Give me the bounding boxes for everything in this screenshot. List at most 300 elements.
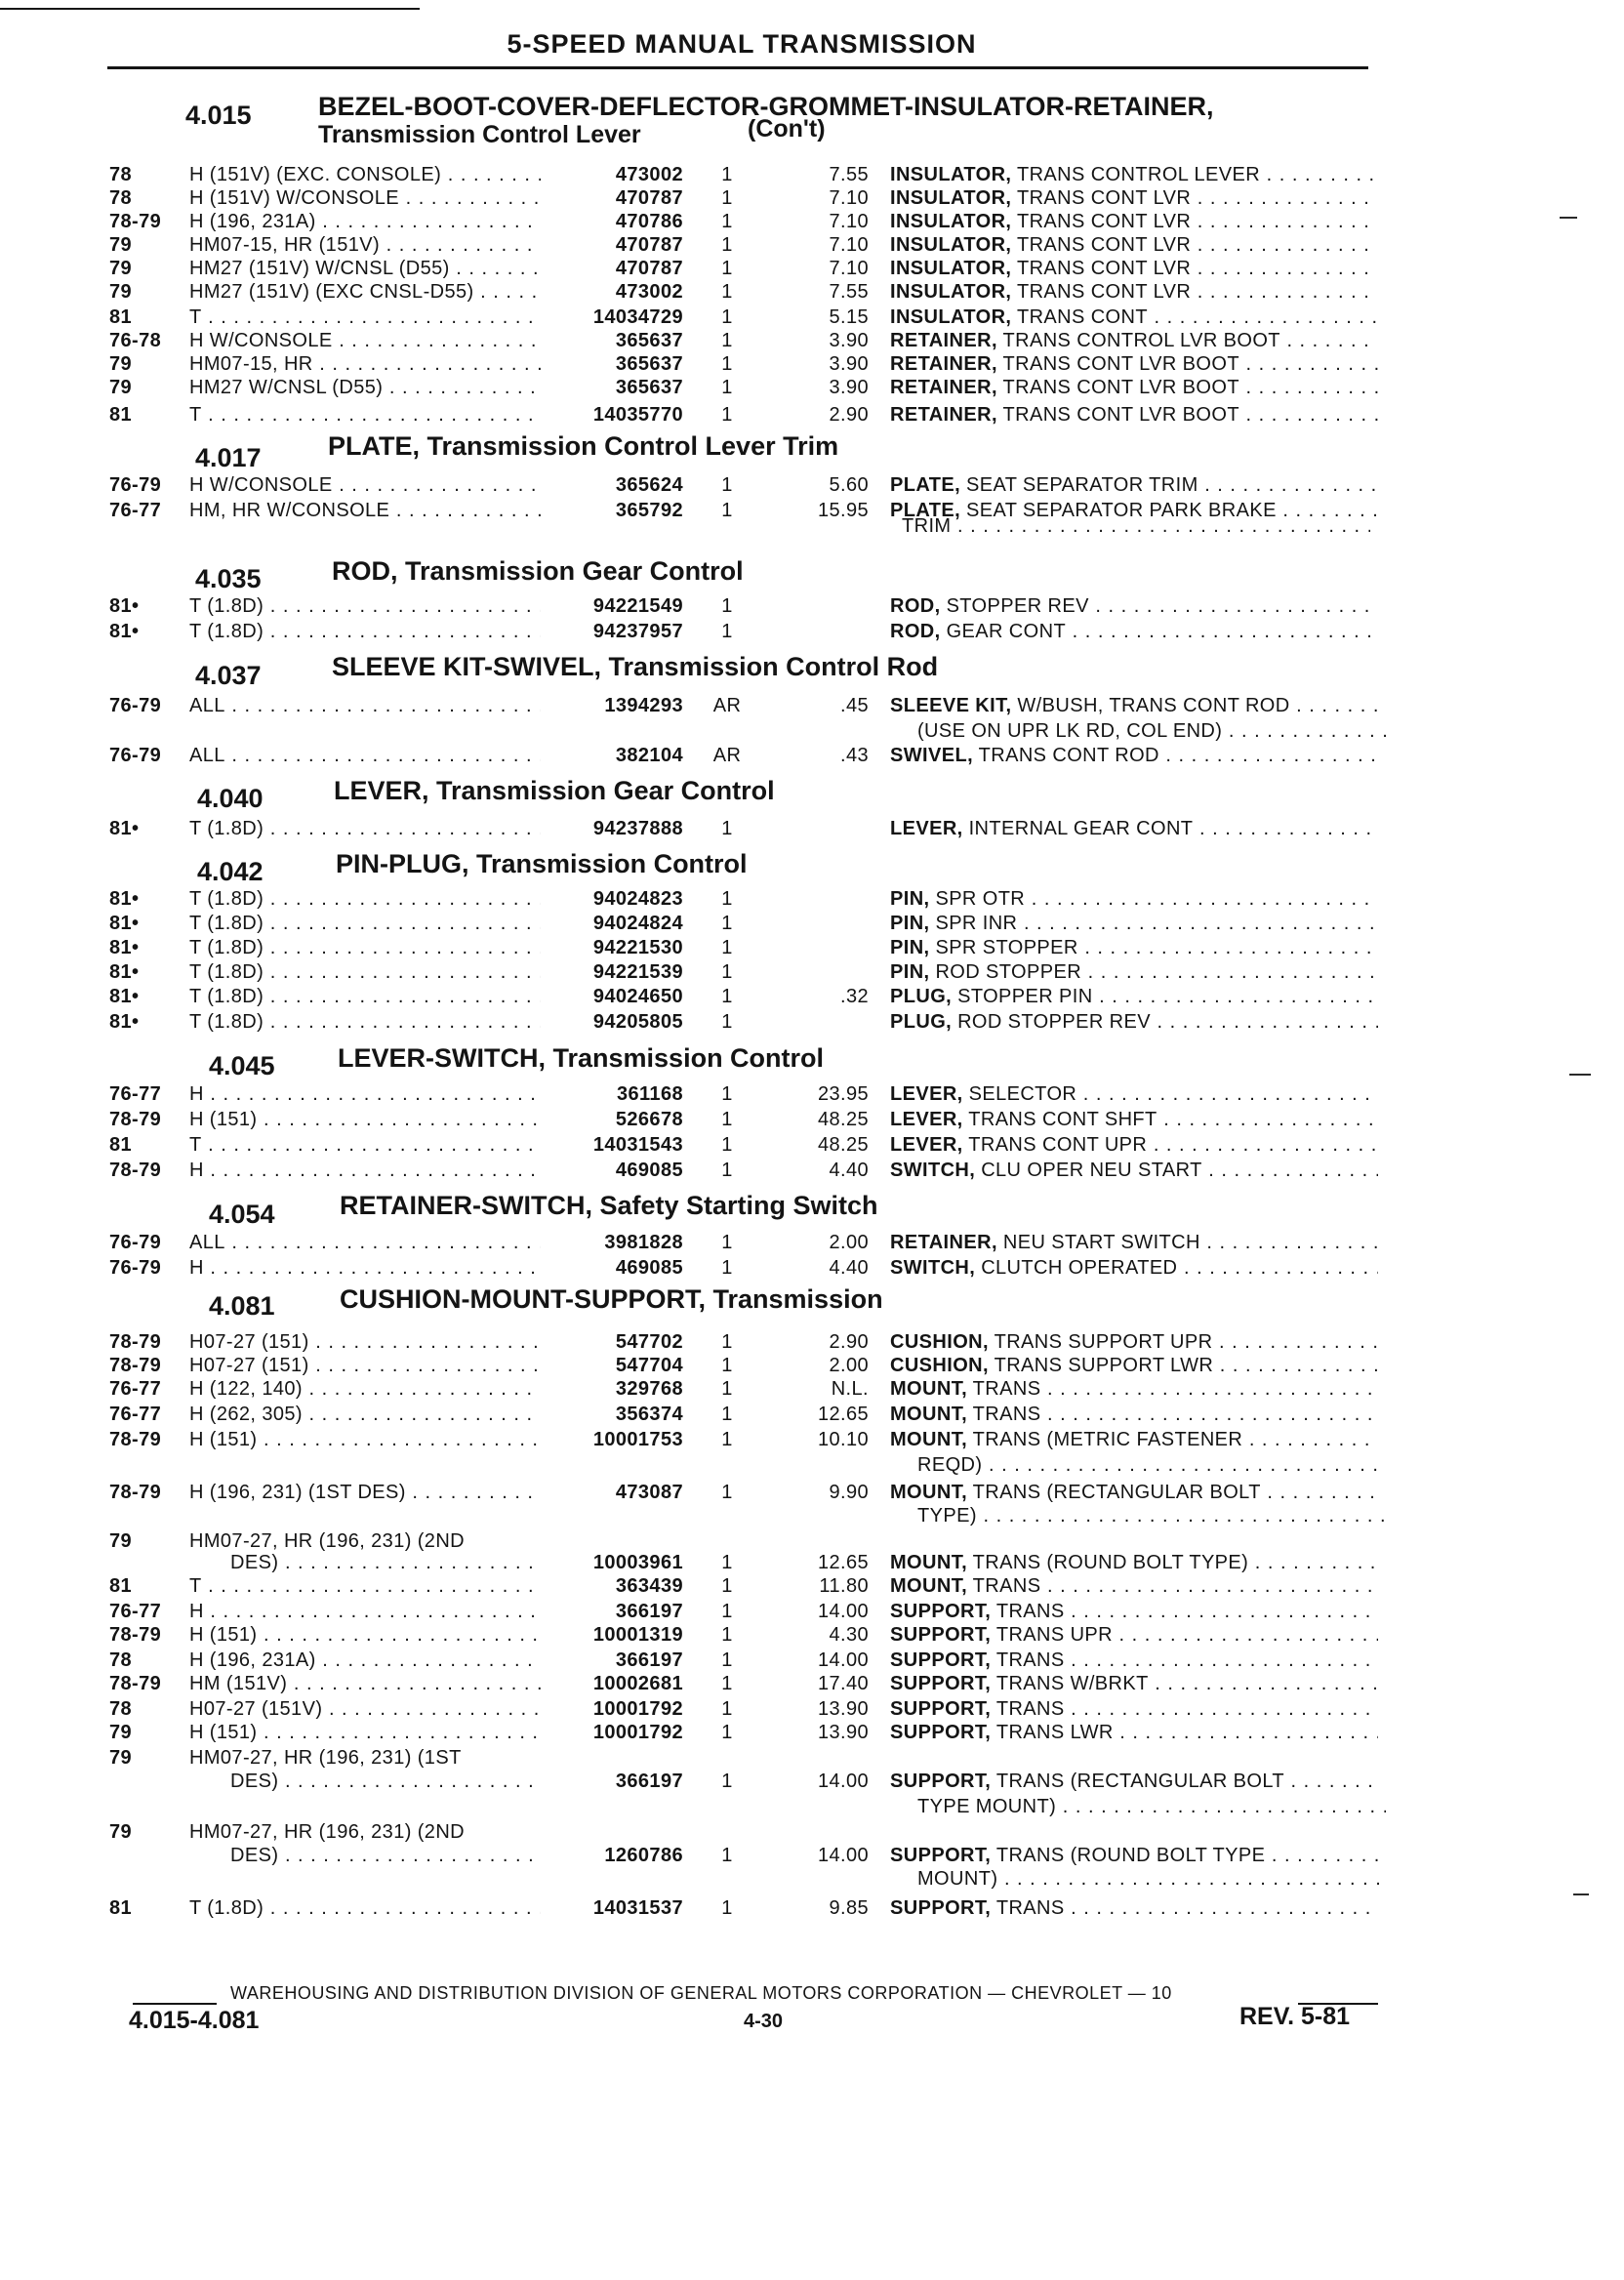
quantity: 1 [721, 1673, 733, 1694]
section-number: 4.054 [209, 1200, 275, 1229]
application: H W/CONSOLE . . . [189, 474, 541, 497]
description-detail: TRANS [967, 1404, 1041, 1425]
description [890, 913, 1378, 935]
application: ALL . . . [189, 1232, 541, 1254]
description [890, 745, 1378, 767]
application: HM07-27, HR (196, 231) (1ST [189, 1747, 462, 1769]
price: 9.90 [829, 1482, 869, 1503]
quantity: 1 [721, 888, 733, 910]
application: HM07-15, HR (151V) . . . [189, 234, 541, 257]
table-row [0, 1897, 1624, 1923]
application: H (151) . . . [189, 1429, 541, 1451]
section-number: 4.040 [197, 784, 264, 813]
table-row [0, 720, 1624, 746]
table-row [0, 937, 1624, 962]
description-name: SUPPORT, [890, 1722, 992, 1743]
application: T . . . [189, 1134, 541, 1157]
description-detail: ROD STOPPER REV [952, 1011, 1151, 1033]
price: 4.40 [829, 1160, 869, 1181]
model-year: 76-79 [109, 1232, 162, 1253]
quantity: 1 [721, 986, 733, 1007]
part-number: 470787 [615, 187, 683, 209]
quantity: 1 [721, 595, 733, 617]
part-number: 94024824 [592, 913, 683, 934]
price: N.L. [831, 1378, 869, 1400]
table-row [0, 234, 1624, 260]
part-number: 14035770 [592, 404, 683, 426]
description-detail: SELECTOR [962, 1083, 1077, 1105]
table-row [0, 1698, 1624, 1724]
description-detail: TRANS [991, 1601, 1065, 1622]
section-title: RETAINER-SWITCH, Safety Starting Switch [340, 1191, 878, 1220]
model-year: 78-79 [109, 1355, 162, 1376]
description-continued: MOUNT) . . . [917, 1868, 1386, 1891]
description-name: PIN, [890, 961, 930, 983]
part-number: 470786 [615, 211, 683, 232]
quantity: 1 [721, 818, 733, 839]
model-year: 79 [109, 234, 133, 256]
quantity: 1 [721, 1845, 733, 1866]
application: T (1.8D) . . . [189, 888, 541, 911]
part-number: 470787 [615, 234, 683, 256]
description-detail: GEAR CONT [940, 621, 1067, 642]
part-number: 14031543 [592, 1134, 683, 1156]
price: .32 [839, 986, 869, 1007]
part-number: 94221530 [592, 937, 683, 958]
part-number: 365637 [615, 377, 683, 398]
section-title: BEZEL-BOOT-COVER-DEFLECTOR-GROMMET-INSULATOR-RETAINER, [318, 92, 1214, 121]
part-number: 366197 [615, 1771, 683, 1792]
quantity: 1 [721, 1083, 733, 1105]
model-year: 76-77 [109, 1083, 162, 1105]
table-row [0, 621, 1624, 646]
application: HM07-15, HR . . . [189, 353, 541, 376]
model-year: 79 [109, 377, 133, 398]
description [890, 1575, 1378, 1598]
description-detail: TRANS (ROUND BOLT TYPE [991, 1845, 1266, 1866]
application: H W/CONSOLE . . . [189, 330, 541, 352]
table-row [0, 818, 1624, 843]
application: H (151) . . . [189, 1624, 541, 1647]
model-year: 76-79 [109, 695, 162, 716]
description-detail: SEAT SEPARATOR PARK BRAKE [960, 500, 1277, 521]
description-name: MOUNT, [890, 1404, 968, 1425]
description-name: PIN, [890, 888, 930, 910]
description-detail: TRANS (RECTANGULAR BOLT [991, 1771, 1284, 1792]
description-detail: TRANS CONT LVR BOOT [996, 353, 1239, 375]
quantity: 1 [721, 377, 733, 398]
price: 7.10 [829, 187, 869, 209]
top-left-rule [0, 8, 420, 10]
application: T (1.8D) . . . [189, 937, 541, 959]
header-rule [107, 66, 1368, 69]
description-detail: TRANS CONT LVR [1011, 258, 1192, 279]
description-detail: SPR OTR [929, 888, 1026, 910]
price: 7.10 [829, 211, 869, 232]
application: T . . . [189, 404, 541, 427]
part-number: 361168 [616, 1083, 683, 1105]
model-year: 76-78 [109, 330, 162, 351]
description-detail: TRANS CONT LVR [1011, 187, 1192, 209]
application: H07-27 (151) . . . [189, 1331, 541, 1354]
table-row [0, 1771, 1624, 1796]
description [890, 1845, 1378, 1867]
description-name: SUPPORT, [890, 1698, 992, 1720]
application: T . . . [189, 306, 541, 329]
description-name: SUPPORT, [890, 1897, 992, 1919]
table-row [0, 1331, 1624, 1357]
table-row [0, 1134, 1624, 1160]
description [890, 986, 1378, 1008]
price: 3.90 [829, 353, 869, 375]
model-year: 81• [109, 1011, 140, 1033]
description [890, 1897, 1378, 1920]
model-year: 78-79 [109, 1482, 162, 1503]
application: ALL . . . [189, 745, 541, 767]
section-title: ROD, Transmission Gear Control [332, 556, 744, 586]
model-year: 76-77 [109, 500, 162, 521]
description-detail: SPR STOPPER [929, 937, 1078, 958]
model-year: 78 [109, 1698, 133, 1720]
part-number: 547702 [615, 1331, 683, 1353]
description-detail: TRANS W/BRKT [991, 1673, 1149, 1694]
quantity: 1 [721, 937, 733, 958]
table-row [0, 164, 1624, 189]
description-name: LEVER, [890, 1109, 963, 1130]
description-detail: TRANS CONT UPR [962, 1134, 1148, 1156]
table-row [0, 961, 1624, 987]
application: H (122, 140) . . . [189, 1378, 541, 1401]
table-row [0, 1109, 1624, 1134]
price: 12.65 [817, 1404, 869, 1425]
table-row [0, 745, 1624, 770]
application-continued: DES) . . . [230, 1845, 541, 1867]
table-row [0, 1673, 1624, 1698]
quantity: 1 [721, 1160, 733, 1181]
application: H (196, 231A) . . . [189, 211, 541, 233]
price: 48.25 [817, 1134, 869, 1156]
application: H (196, 231) (1ST DES) . . . [189, 1482, 541, 1504]
table-row [0, 1649, 1624, 1675]
quantity: 1 [721, 1552, 733, 1573]
part-number: 1260786 [604, 1845, 683, 1866]
price: .43 [839, 745, 869, 766]
section-title: PIN-PLUG, Transmission Control [336, 849, 748, 878]
model-year: 76-77 [109, 1601, 162, 1622]
price: 2.00 [829, 1232, 869, 1253]
application: T (1.8D) . . . [189, 1011, 541, 1034]
section-title: SLEEVE KIT-SWIVEL, Transmission Control Rod [332, 652, 939, 681]
footer-rule-left [133, 2003, 217, 2005]
price: 10.10 [817, 1429, 869, 1450]
application: H07-27 (151) . . . [189, 1355, 541, 1377]
description [890, 1482, 1378, 1504]
description-detail: W/BUSH, TRANS CONT ROD [1011, 695, 1290, 716]
description [890, 1649, 1378, 1672]
model-year: 81 [109, 306, 133, 328]
application: HM (151V) . . . [189, 1673, 541, 1695]
table-row [0, 1404, 1624, 1429]
description-name: INSULATOR, [890, 164, 1012, 185]
price: 14.00 [817, 1845, 869, 1866]
part-number: 10002681 [592, 1673, 683, 1694]
quantity: 1 [721, 1698, 733, 1720]
model-year: 81• [109, 986, 140, 1007]
quantity: 1 [721, 1355, 733, 1376]
description [890, 621, 1378, 643]
description [890, 1355, 1378, 1377]
price: 12.65 [817, 1552, 869, 1573]
part-number: 469085 [615, 1160, 683, 1181]
description-name: PIN, [890, 937, 930, 958]
price: 5.15 [829, 306, 869, 328]
table-row [0, 474, 1624, 500]
part-number: 14031537 [592, 1897, 683, 1919]
description-name: RETAINER, [890, 377, 997, 398]
description-name: RETAINER, [890, 353, 997, 375]
table-row [0, 330, 1624, 355]
description-name: CUSHION, [890, 1355, 989, 1376]
model-year: 78-79 [109, 211, 162, 232]
section-title: PLATE, Transmission Control Lever Trim [328, 431, 839, 461]
quantity: 1 [721, 474, 733, 496]
quantity: 1 [721, 211, 733, 232]
description-detail: TRANS CONT LVR BOOT [996, 404, 1239, 426]
quantity: 1 [721, 1624, 733, 1646]
application: H . . . [189, 1160, 541, 1182]
quantity: 1 [721, 961, 733, 983]
model-year: 81 [109, 1134, 133, 1156]
model-year: 81• [109, 621, 140, 642]
application: T . . . [189, 1575, 541, 1598]
quantity: 1 [721, 1109, 733, 1130]
description-continued: TYPE) . . . [917, 1505, 1386, 1527]
description-detail: TRANS CONT SHFT [962, 1109, 1157, 1130]
price: 14.00 [817, 1601, 869, 1622]
quantity: 1 [721, 1429, 733, 1450]
part-number: 366197 [615, 1601, 683, 1622]
price: 13.90 [817, 1698, 869, 1720]
model-year: 76-77 [109, 1378, 162, 1400]
description-detail: TRANS [991, 1897, 1065, 1919]
table-row [0, 515, 1624, 541]
description-name: MOUNT, [890, 1575, 968, 1597]
table-row [0, 1083, 1624, 1109]
section-number: 4.017 [195, 443, 262, 472]
quantity: 1 [721, 1897, 733, 1919]
model-year: 78-79 [109, 1160, 162, 1181]
section-number: 4.081 [209, 1291, 275, 1321]
description-detail: TRANS CONT LVR [1011, 281, 1192, 303]
description [890, 1378, 1378, 1401]
description-detail: TRANS CONT [1011, 306, 1148, 328]
description-name: PLUG, [890, 1011, 953, 1033]
description [890, 258, 1378, 280]
description [890, 1771, 1378, 1793]
application: H (262, 305) . . . [189, 1404, 541, 1426]
table-row [0, 1011, 1624, 1037]
description [890, 595, 1378, 618]
quantity: 1 [721, 1257, 733, 1279]
description-name: SWITCH, [890, 1257, 976, 1279]
application: HM27 (151V) (EXC CNSL-D55) . . . [189, 281, 541, 304]
description-name: LEVER, [890, 1083, 963, 1105]
description [890, 1083, 1378, 1106]
table-row [0, 1575, 1624, 1601]
table-row [0, 1868, 1624, 1893]
table-row [0, 1722, 1624, 1747]
application: H . . . [189, 1083, 541, 1106]
description-name: INSULATOR, [890, 281, 1012, 303]
description-detail: INTERNAL GEAR CONT [962, 818, 1194, 839]
part-number: 94221549 [592, 595, 683, 617]
price: 11.80 [819, 1575, 869, 1597]
application-continued: DES) . . . [230, 1552, 541, 1574]
model-year: 81• [109, 937, 140, 958]
model-year: 79 [109, 258, 133, 279]
price: 23.95 [817, 1083, 869, 1105]
application: ALL . . . [189, 695, 541, 717]
description [890, 211, 1378, 233]
description-detail: TRANS UPR [991, 1624, 1113, 1646]
model-year: 79 [109, 1530, 133, 1552]
description-name: INSULATOR, [890, 234, 1012, 256]
description [890, 888, 1378, 911]
part-number: 473087 [615, 1482, 683, 1503]
table-row [0, 377, 1624, 402]
description-continued: TYPE MOUNT) . . . [917, 1796, 1386, 1818]
application: H . . . [189, 1257, 541, 1280]
application: HM27 W/CNSL (D55) . . . [189, 377, 541, 399]
section-number: 4.015 [185, 101, 252, 130]
price: 7.10 [829, 234, 869, 256]
section-continued: (Con't) [748, 115, 826, 142]
table-row [0, 211, 1624, 236]
model-year: 79 [109, 1747, 133, 1769]
application: HM, HR W/CONSOLE . . . [189, 500, 541, 522]
description [890, 1698, 1378, 1721]
application: HM27 (151V) W/CNSL (D55) . . . [189, 258, 541, 280]
model-year: 78-79 [109, 1109, 162, 1130]
part-number: 1394293 [604, 695, 683, 716]
quantity: 1 [721, 1232, 733, 1253]
price: .45 [839, 695, 869, 716]
quantity: 1 [721, 913, 733, 934]
quantity: 1 [721, 1601, 733, 1622]
quantity: 1 [721, 1134, 733, 1156]
description-detail: TRANS (RECTANGULAR BOLT [967, 1482, 1261, 1503]
application: HM07-27, HR (196, 231) (2ND [189, 1821, 466, 1843]
description-name: SUPPORT, [890, 1649, 992, 1671]
table-row [0, 913, 1624, 938]
quantity: 1 [721, 1722, 733, 1743]
description [890, 1011, 1378, 1034]
part-number: 94221539 [592, 961, 683, 983]
description-detail: TRANS [967, 1575, 1041, 1597]
table-row [0, 1160, 1624, 1185]
quantity: 1 [721, 1649, 733, 1671]
footer-section-range: 4.015-4.081 [129, 2007, 260, 2034]
quantity: 1 [721, 164, 733, 185]
quantity: AR [712, 695, 742, 716]
application: T (1.8D) . . . [189, 621, 541, 643]
description [890, 818, 1378, 840]
table-row [0, 986, 1624, 1011]
table-row [0, 404, 1624, 429]
quantity: 1 [721, 404, 733, 426]
model-year: 81 [109, 1897, 133, 1919]
model-year: 78 [109, 1649, 133, 1671]
quantity: 1 [721, 1482, 733, 1503]
application: H (151) . . . [189, 1109, 541, 1131]
model-year: 81• [109, 818, 140, 839]
part-number: 94237957 [592, 621, 683, 642]
quantity: 1 [721, 500, 733, 521]
price: 2.90 [829, 404, 869, 426]
description-detail: SPR INR [929, 913, 1018, 934]
description-name: SUPPORT, [890, 1601, 992, 1622]
quantity: 1 [721, 1011, 733, 1033]
description [890, 937, 1378, 959]
description [890, 474, 1378, 497]
model-year: 78 [109, 187, 133, 209]
table-row [0, 1454, 1624, 1480]
description-name: SWITCH, [890, 1160, 976, 1181]
margin-mark [1573, 1893, 1589, 1895]
description [890, 234, 1378, 257]
table-row [0, 1505, 1624, 1530]
part-number: 329768 [615, 1378, 683, 1400]
footer-division: WAREHOUSING AND DISTRIBUTION DIVISION OF GENERAL MOTORS CORPORATION — CHEVROLET — 10 [230, 1983, 1172, 2003]
description [890, 330, 1378, 352]
part-number: 473002 [615, 164, 683, 185]
part-number: 382104 [615, 745, 683, 766]
application: T (1.8D) . . . [189, 1897, 541, 1920]
model-year: 81• [109, 913, 140, 934]
description-detail: TRANS LWR [991, 1722, 1114, 1743]
description [890, 187, 1378, 210]
model-year: 78-79 [109, 1331, 162, 1353]
application: T (1.8D) . . . [189, 986, 541, 1008]
price: 5.60 [829, 474, 869, 496]
model-year: 79 [109, 353, 133, 375]
model-year: 81• [109, 888, 140, 910]
application: T (1.8D) . . . [189, 818, 541, 840]
description-detail: TRANS CONTROL LVR BOOT [996, 330, 1280, 351]
table-row [0, 1429, 1624, 1454]
model-year: 78-79 [109, 1429, 162, 1450]
description-name: LEVER, [890, 818, 963, 839]
price: 48.25 [817, 1109, 869, 1130]
table-row [0, 353, 1624, 379]
quantity: 1 [721, 234, 733, 256]
model-year: 79 [109, 281, 133, 303]
description-name: PLATE, [890, 474, 961, 496]
section-number: 4.042 [197, 857, 264, 886]
model-year: 79 [109, 1722, 133, 1743]
description [890, 1109, 1378, 1131]
description-name: MOUNT, [890, 1378, 968, 1400]
description-continued: REQD) . . . [917, 1454, 1386, 1477]
quantity: 1 [721, 330, 733, 351]
description-detail: TRANS SUPPORT LWR [988, 1355, 1214, 1376]
model-year: 79 [109, 1821, 133, 1843]
description-detail: TRANS [967, 1378, 1041, 1400]
quantity: 1 [721, 187, 733, 209]
description-name: RETAINER, [890, 1232, 997, 1253]
price: 17.40 [817, 1673, 869, 1694]
description-name: MOUNT, [890, 1482, 968, 1503]
